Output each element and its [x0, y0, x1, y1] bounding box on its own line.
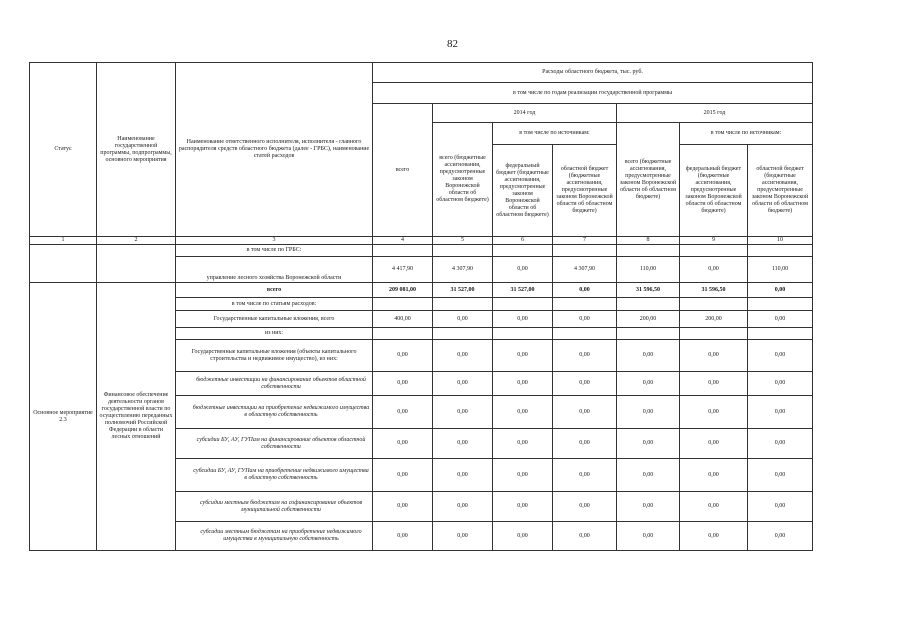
empty-cell [680, 328, 748, 340]
table-cell: 0,00 [617, 459, 680, 492]
table-cell: 31 596,50 [680, 283, 748, 298]
table-cell: 0,00 [553, 429, 617, 459]
header-federal-2015: федеральный бюджет (бюджетные ассигнования, предусмотренные законом Воронежской области об областном бюджете) [680, 145, 748, 237]
table-cell: 0,00 [493, 311, 553, 328]
empty-cell [553, 298, 617, 311]
table-cell: 0,00 [493, 340, 553, 372]
grbs-name: управление лесного хозяйства Воронежской области [176, 257, 373, 283]
table-cell: 0,00 [680, 257, 748, 283]
table-cell: 0,00 [617, 340, 680, 372]
table-cell: 0,00 [617, 522, 680, 551]
table-cell: 0,00 [373, 340, 433, 372]
column-number: 7 [553, 237, 617, 245]
table-cell: 110,00 [748, 257, 813, 283]
empty-cell [30, 245, 97, 283]
header-status: Статус [30, 63, 97, 237]
table-cell: 0,00 [373, 372, 433, 396]
table-cell: 0,00 [553, 283, 617, 298]
header-executor: Наименование ответственного исполнителя, исполнителя - главного распорядителя средств областного бюджета (далее - ГРБС), наименование статей расходов [176, 63, 373, 237]
empty-cell [553, 328, 617, 340]
grbs-label-row [30, 245, 813, 257]
table-cell: 0,00 [680, 459, 748, 492]
table-cell: 0,00 [748, 429, 813, 459]
empty-cell [617, 298, 680, 311]
table-cell: 0,00 [493, 372, 553, 396]
table-cell: 0,00 [373, 459, 433, 492]
empty-cell [680, 245, 748, 257]
table-cell: 0,00 [493, 429, 553, 459]
empty-cell [680, 298, 748, 311]
column-number: 6 [493, 237, 553, 245]
table-cell: 0,00 [553, 340, 617, 372]
table-cell: 0,00 [373, 522, 433, 551]
header-program-name: Наименование государственной программы, подпрограммы, основного мероприятия [97, 63, 176, 237]
table-cell: 31 596,50 [617, 283, 680, 298]
empty-cell [433, 328, 493, 340]
table-cell: 0,00 [553, 459, 617, 492]
row-label: бюджетные инвестиции на финансирование объектов областной собственности [176, 372, 373, 396]
table-cell: 0,00 [617, 372, 680, 396]
table-cell: 0,00 [748, 396, 813, 429]
table-cell: 0,00 [433, 340, 493, 372]
table-cell: 31 527,00 [433, 283, 493, 298]
empty-cell [373, 298, 433, 311]
empty-cell [493, 328, 553, 340]
table-cell: 0,00 [493, 257, 553, 283]
table-cell: 0,00 [493, 459, 553, 492]
table-cell: 31 527,00 [493, 283, 553, 298]
table-cell: 0,00 [748, 459, 813, 492]
table-cell: 0,00 [493, 522, 553, 551]
table-cell: 0,00 [433, 372, 493, 396]
header-incl-sources-2015: в том числе по источникам: [680, 123, 813, 145]
table-cell: 0,00 [433, 429, 493, 459]
column-number: 2 [97, 237, 176, 245]
table-cell: 110,00 [617, 257, 680, 283]
row-label: Государственные капитальные вложения (объекты капитального строительства и недвижимое имущество), из них: [176, 340, 373, 372]
table-cell: 0,00 [748, 283, 813, 298]
table-cell: 0,00 [433, 311, 493, 328]
empty-cell [373, 245, 433, 257]
empty-cell [748, 298, 813, 311]
table-cell: 0,00 [373, 396, 433, 429]
empty-cell [748, 328, 813, 340]
empty-cell [433, 245, 493, 257]
table-cell: 0,00 [373, 492, 433, 522]
empty-cell [493, 298, 553, 311]
measure-status: Основное мероприятие 2.3 [30, 283, 97, 551]
table-cell: 4 417,90 [373, 257, 433, 283]
table-cell: 0,00 [748, 372, 813, 396]
header-row [30, 63, 813, 83]
table-cell: 0,00 [680, 396, 748, 429]
table-cell: 4 307,90 [433, 257, 493, 283]
table-cell: 200,00 [680, 311, 748, 328]
row-label: субсидии местным бюджетам на софинансирование объектов муниципальной собственности [176, 492, 373, 522]
header-total: всего [373, 104, 433, 237]
table-cell: 0,00 [493, 396, 553, 429]
row-label: бюджетные инвестиции на приобретение недвижимого имущества в областную собственность [176, 396, 373, 429]
table-cell: 0,00 [748, 340, 813, 372]
table-cell: 0,00 [748, 492, 813, 522]
table-cell: 0,00 [433, 492, 493, 522]
column-number: 5 [433, 237, 493, 245]
empty-cell [433, 298, 493, 311]
row-label: субсидии местным бюджетам на приобретение недвижимого имущества в муниципальную собственность [176, 522, 373, 551]
header-all-2015: всего (бюджетные ассигнования, предусмотренные законом Воронежской области об областном бюджете) [617, 123, 680, 237]
column-number: 9 [680, 237, 748, 245]
row-label: Государственные капитальные вложения, всего [176, 311, 373, 328]
header-year-2015: 2015 год [617, 104, 813, 123]
measure-name: Финансовое обеспечение деятельности органов государственной власти по осуществлению переданных полномочий Российской Федерации в области лесных отношений [97, 283, 176, 551]
grbs-label: в том числе по ГРБС: [176, 245, 373, 257]
table-cell: 0,00 [748, 522, 813, 551]
header-incl-sources-2014: в том числе по источникам: [493, 123, 617, 145]
table-cell: 0,00 [617, 396, 680, 429]
header-by-years: в том числе по годам реализации государственной программы [373, 83, 813, 104]
table-cell: 0,00 [680, 492, 748, 522]
empty-cell [748, 245, 813, 257]
table-cell: 200,00 [617, 311, 680, 328]
row-label: субсидии БУ, АУ, ГУПам на финансирование объектов областной собственности [176, 429, 373, 459]
empty-cell [97, 245, 176, 283]
table-cell: 0,00 [553, 492, 617, 522]
column-number: 1 [30, 237, 97, 245]
table-cell: 0,00 [433, 522, 493, 551]
table-cell: 0,00 [680, 429, 748, 459]
table-cell: 400,00 [373, 311, 433, 328]
header-federal-2014: федеральный бюджет (бюджетные ассигнования, предусмотренные законом Воронежской области об областном бюджете) [493, 145, 553, 237]
column-number: 8 [617, 237, 680, 245]
table-cell: 0,00 [553, 372, 617, 396]
table-cell: 0,00 [748, 311, 813, 328]
table-cell: 0,00 [680, 340, 748, 372]
empty-cell [617, 245, 680, 257]
header-regional-2014: областной бюджет (бюджетные ассигнования, предусмотренные законом Воронежской области об областном бюджете) [553, 145, 617, 237]
table-cell: 0,00 [433, 396, 493, 429]
header-all-2014: всего (бюджетные ассигнования, предусмотренные законом Воронежской области об областном бюджете) [433, 123, 493, 237]
header-year-2014: 2014 год [433, 104, 617, 123]
row-label: субсидии БУ, АУ, ГУПам на приобретение недвижимого имущества в областную собственность [176, 459, 373, 492]
table-cell: 0,00 [680, 372, 748, 396]
empty-cell [493, 245, 553, 257]
row-label: из них: [176, 328, 373, 340]
empty-cell [617, 328, 680, 340]
table-cell: 0,00 [553, 522, 617, 551]
table-cell: 0,00 [617, 429, 680, 459]
table-cell: 0,00 [373, 429, 433, 459]
budget-table [29, 62, 813, 551]
page-number: 82 [447, 38, 458, 50]
row-label: в том числе по статьям расходов: [176, 298, 373, 311]
table-cell: 0,00 [433, 459, 493, 492]
row-label: всего [176, 283, 373, 298]
table-cell: 0,00 [553, 396, 617, 429]
empty-cell [373, 328, 433, 340]
table-cell: 0,00 [493, 492, 553, 522]
empty-cell [553, 245, 617, 257]
column-number: 4 [373, 237, 433, 245]
table-cell: 0,00 [617, 492, 680, 522]
column-number-row [30, 237, 813, 245]
header-regional-2015: областной бюджет (бюджетные ассигнования, предусмотренные законом Воронежской области об областном бюджете) [748, 145, 813, 237]
table-cell: 0,00 [553, 311, 617, 328]
table-cell: 0,00 [680, 522, 748, 551]
header-expenses: Расходы областного бюджета, тыс. руб. [373, 63, 813, 83]
table-cell: 209 081,00 [373, 283, 433, 298]
table-cell: 4 307,90 [553, 257, 617, 283]
column-number: 10 [748, 237, 813, 245]
column-number: 3 [176, 237, 373, 245]
table-row [30, 283, 813, 298]
